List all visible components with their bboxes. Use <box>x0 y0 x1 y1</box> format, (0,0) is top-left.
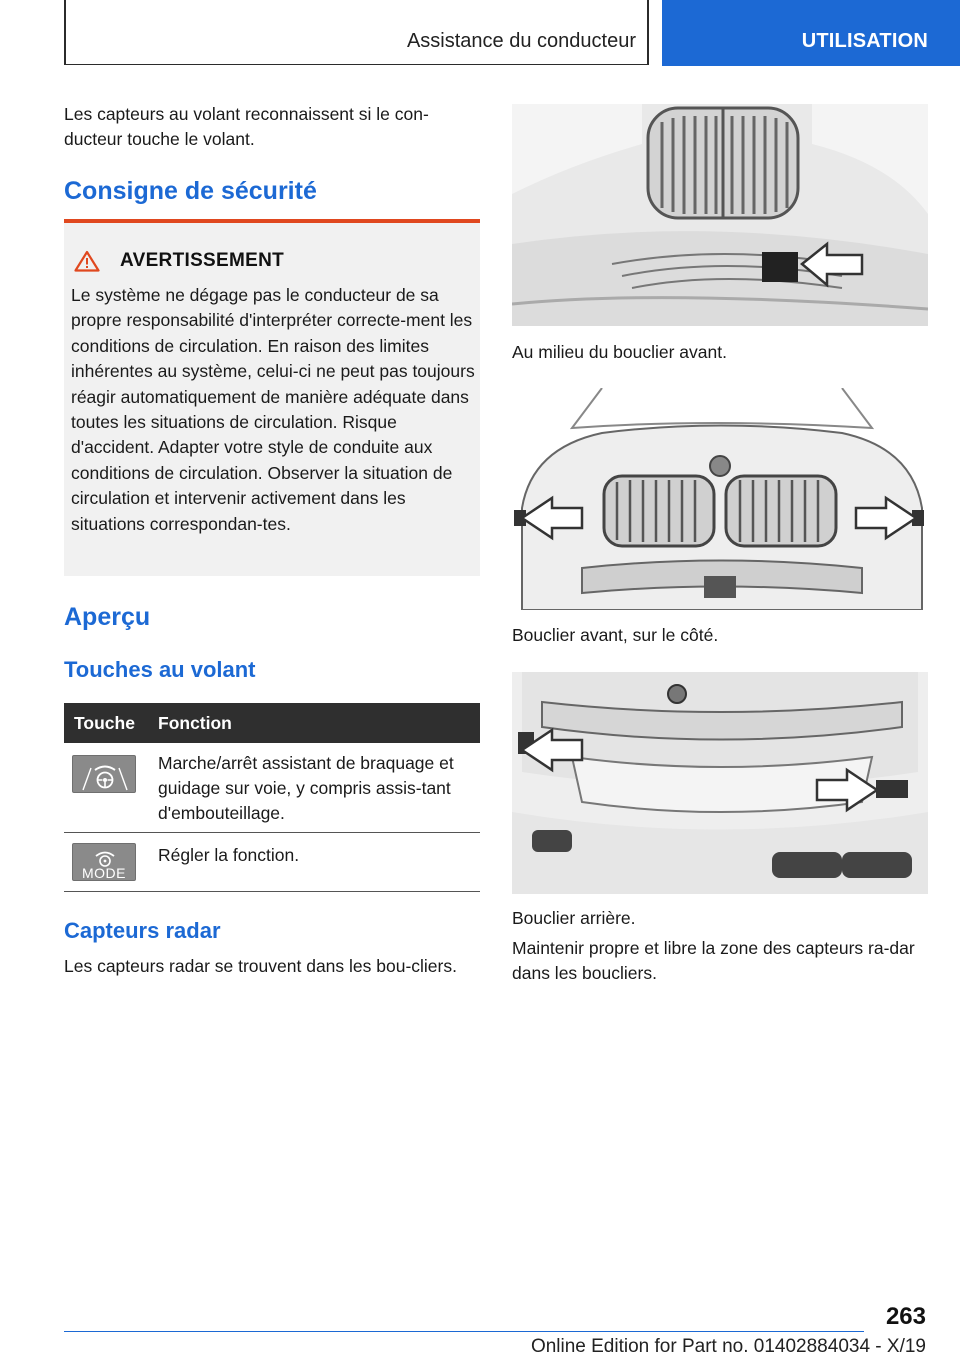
header-section-title: Assistance du conducteur <box>406 30 636 52</box>
table-cell-key <box>64 833 158 891</box>
closing-paragraph: Maintenir propre et libre la zone des capteurs ra-dar dans les boucliers. <box>512 938 915 983</box>
figure-front-bumper-center <box>512 104 928 326</box>
table-row <box>64 743 480 833</box>
header-chapter-label: UTILISATION <box>801 30 928 52</box>
warning-box <box>64 219 480 576</box>
figure-3-caption: Bouclier arrière. <box>512 908 636 928</box>
warning-text: Le système ne dégage pas le conducteur de sa propre responsabilité d'interpréter correcte-ment les conditions de circulation. En raison des limites inhérentes au système, celui-ci ne peut pas toujours réagir automatiquement de manière adéquate dans toutes les situations de circulation. Risque d'accident. Adapter votre style de conduite aux conditions de circulation. Observer la situation de circulation et intervenir activement dans les situations correspondan-tes. <box>71 285 475 534</box>
warning-triangle-icon <box>74 250 100 272</box>
table-row <box>64 833 480 892</box>
header-chapter-tab[interactable] <box>662 0 960 66</box>
mode-icon <box>72 843 136 881</box>
left-column <box>64 102 480 206</box>
warning-title: AVERTISSEMENT <box>120 250 285 271</box>
table-cell-key <box>64 743 158 832</box>
figure-2-caption: Bouclier avant, sur le côté. <box>512 625 719 645</box>
figure-1-caption: Au milieu du bouclier avant. <box>512 342 727 362</box>
table-cell-function: Marche/arrêt assistant de braquage et guidage sur voie, y compris assis-tant d'embouteillage. <box>158 753 454 823</box>
radar-heading: Capteurs radar <box>64 918 221 943</box>
warning-header <box>74 250 284 272</box>
table-cell-function: Régler la fonction. <box>158 845 300 865</box>
safety-heading: Consigne de sécurité <box>64 177 317 205</box>
keys-heading: Touches au volant <box>64 657 256 682</box>
overview-heading: Aperçu <box>64 603 151 631</box>
mode-icon-label: MODE <box>82 865 126 881</box>
figure-rear-bumper <box>512 672 928 894</box>
footer-edition: Online Edition for Part no. 01402884034 - X/19 <box>530 1336 926 1357</box>
table-header <box>64 703 480 743</box>
header-left-border <box>64 0 66 65</box>
table-header-function: Fonction <box>158 712 232 733</box>
radar-paragraph: Les capteurs radar se trouvent dans les bou-cliers. <box>64 956 457 976</box>
footer-rule <box>64 1331 864 1332</box>
header-rule <box>64 64 648 65</box>
table-header-key: Touche <box>74 712 135 733</box>
header-separator <box>647 0 649 65</box>
keys-table <box>64 703 480 892</box>
figure-front-bumper-side <box>512 388 928 610</box>
steering-assist-icon <box>72 755 136 793</box>
intro-paragraph: Les capteurs au volant reconnaissent si le con-ducteur touche le volant. <box>64 104 429 149</box>
page-number: 263 <box>885 1303 926 1330</box>
